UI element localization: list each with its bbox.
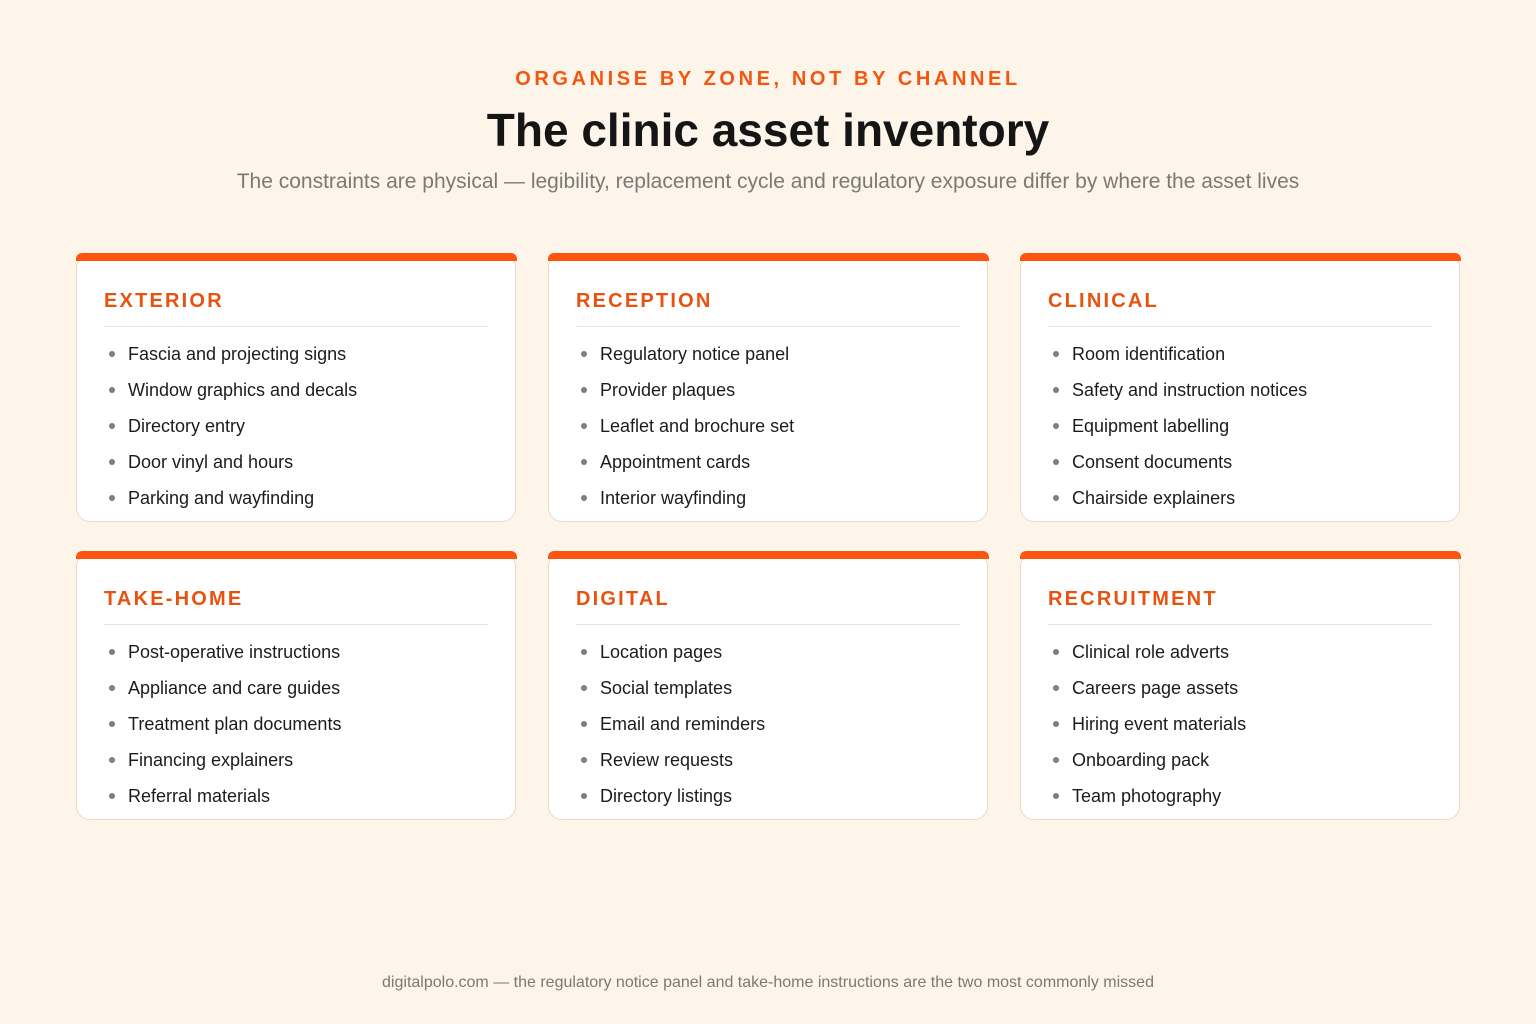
- zone-item-list: [1048, 341, 1432, 521]
- list-item-label: Chairside explainers: [1072, 488, 1236, 508]
- bullet-icon: [581, 351, 587, 357]
- list-item-label: Review requests: [600, 750, 734, 770]
- footer-note: digitalpolo.com — the regulatory notice panel and take-home instructions are the two most commonly missed: [382, 974, 1154, 991]
- card-accent-bar: [548, 253, 989, 261]
- bullet-icon: [1053, 649, 1059, 655]
- zone-title: EXTERIOR: [104, 290, 488, 327]
- eyebrow-label: ORGANISE BY ZONE, NOT BY CHANNEL: [515, 68, 1021, 90]
- zone-item-list: [576, 341, 960, 521]
- list-item-label: Location pages: [600, 642, 723, 662]
- bullet-icon: [581, 495, 587, 501]
- zone-card-exterior: [76, 254, 516, 522]
- list-item: [1048, 485, 1432, 521]
- bullet-icon: [1053, 387, 1059, 393]
- list-item: [576, 747, 960, 783]
- list-item: [1048, 639, 1432, 675]
- bullet-icon: [581, 793, 587, 799]
- bullet-icon: [1053, 351, 1059, 357]
- list-item-label: Email and reminders: [600, 714, 766, 734]
- zone-title: CLINICAL: [1048, 290, 1432, 327]
- zone-item-list: [576, 639, 960, 819]
- list-item-label: Door vinyl and hours: [128, 452, 294, 472]
- bullet-icon: [581, 459, 587, 465]
- list-item: [1048, 675, 1432, 711]
- list-item-label: Leaflet and brochure set: [600, 416, 795, 436]
- list-item: [104, 377, 488, 413]
- list-item: [1048, 341, 1432, 377]
- bullet-icon: [109, 495, 115, 501]
- list-item-label: Directory entry: [128, 416, 246, 436]
- zone-title: RECRUITMENT: [1048, 588, 1432, 625]
- bullet-icon: [109, 351, 115, 357]
- list-item: [1048, 377, 1432, 413]
- bullet-icon: [109, 757, 115, 763]
- list-item: [576, 449, 960, 485]
- bullet-icon: [109, 649, 115, 655]
- list-item: [104, 413, 488, 449]
- bullet-icon: [581, 757, 587, 763]
- list-item: [1048, 449, 1432, 485]
- zone-title: RECEPTION: [576, 290, 960, 327]
- list-item-label: Onboarding pack: [1072, 750, 1210, 770]
- list-item: [576, 711, 960, 747]
- bullet-icon: [109, 459, 115, 465]
- bullet-icon: [109, 387, 115, 393]
- list-item-label: Hiring event materials: [1072, 714, 1247, 734]
- list-item-label: Appointment cards: [600, 452, 751, 472]
- list-item-label: Window graphics and decals: [128, 380, 358, 400]
- list-item-label: Financing explainers: [128, 750, 294, 770]
- list-item: [576, 783, 960, 819]
- list-item-label: Referral materials: [128, 786, 271, 806]
- zone-title: DIGITAL: [576, 588, 960, 625]
- zone-card-digital: [548, 552, 988, 820]
- list-item-label: Consent documents: [1072, 452, 1233, 472]
- list-item-label: Team photography: [1072, 786, 1222, 806]
- zone-item-list: [1048, 639, 1432, 819]
- list-item-label: Social templates: [600, 678, 733, 698]
- list-item-label: Equipment labelling: [1072, 416, 1230, 436]
- list-item: [104, 341, 488, 377]
- bullet-icon: [581, 387, 587, 393]
- zone-card-recruitment: [1020, 552, 1460, 820]
- list-item: [576, 675, 960, 711]
- bullet-icon: [1053, 793, 1059, 799]
- list-item-label: Interior wayfinding: [600, 488, 747, 508]
- list-item: [104, 747, 488, 783]
- bullet-icon: [1053, 721, 1059, 727]
- list-item: [104, 675, 488, 711]
- list-item: [1048, 711, 1432, 747]
- list-item-label: Post-operative instructions: [128, 642, 341, 662]
- list-item: [576, 485, 960, 521]
- bullet-icon: [1053, 685, 1059, 691]
- list-item: [104, 783, 488, 819]
- card-accent-bar: [76, 253, 517, 261]
- list-item: [1048, 413, 1432, 449]
- zone-item-list: [104, 639, 488, 819]
- zone-title: TAKE-HOME: [104, 588, 488, 625]
- zone-card-reception: [548, 254, 988, 522]
- list-item: [1048, 783, 1432, 819]
- bullet-icon: [109, 423, 115, 429]
- page-subtitle: The constraints are physical — legibility, replacement cycle and regulatory exposure differ by where the asset lives: [236, 170, 1300, 193]
- list-item: [104, 449, 488, 485]
- list-item-label: Safety and instruction notices: [1072, 380, 1308, 400]
- list-item: [104, 485, 488, 521]
- list-item-label: Directory listings: [600, 786, 733, 806]
- list-item-label: Treatment plan documents: [128, 714, 342, 734]
- list-item: [576, 639, 960, 675]
- list-item: [1048, 747, 1432, 783]
- list-item-label: Room identification: [1072, 344, 1226, 364]
- list-item-label: Parking and wayfinding: [128, 488, 315, 508]
- page-title: The clinic asset inventory: [486, 104, 1050, 156]
- bullet-icon: [1053, 423, 1059, 429]
- list-item: [104, 639, 488, 675]
- bullet-icon: [1053, 757, 1059, 763]
- zone-item-list: [104, 341, 488, 521]
- list-item-label: Careers page assets: [1072, 678, 1239, 698]
- zone-grid: [76, 254, 1460, 820]
- list-item: [576, 413, 960, 449]
- list-item: [576, 341, 960, 377]
- bullet-icon: [581, 721, 587, 727]
- bullet-icon: [1053, 459, 1059, 465]
- list-item-label: Clinical role adverts: [1072, 642, 1230, 662]
- card-accent-bar: [548, 551, 989, 559]
- bullet-icon: [581, 685, 587, 691]
- bullet-icon: [1053, 495, 1059, 501]
- list-item: [104, 711, 488, 747]
- list-item-label: Provider plaques: [600, 380, 736, 400]
- card-accent-bar: [1020, 253, 1461, 261]
- list-item-label: Appliance and care guides: [128, 678, 341, 698]
- bullet-icon: [109, 793, 115, 799]
- list-item-label: Regulatory notice panel: [600, 344, 790, 364]
- bullet-icon: [109, 721, 115, 727]
- zone-card-take-home: [76, 552, 516, 820]
- bullet-icon: [581, 423, 587, 429]
- card-accent-bar: [1020, 551, 1461, 559]
- bullet-icon: [581, 649, 587, 655]
- list-item-label: Fascia and projecting signs: [128, 344, 347, 364]
- list-item: [576, 377, 960, 413]
- zone-card-clinical: [1020, 254, 1460, 522]
- bullet-icon: [109, 685, 115, 691]
- card-accent-bar: [76, 551, 517, 559]
